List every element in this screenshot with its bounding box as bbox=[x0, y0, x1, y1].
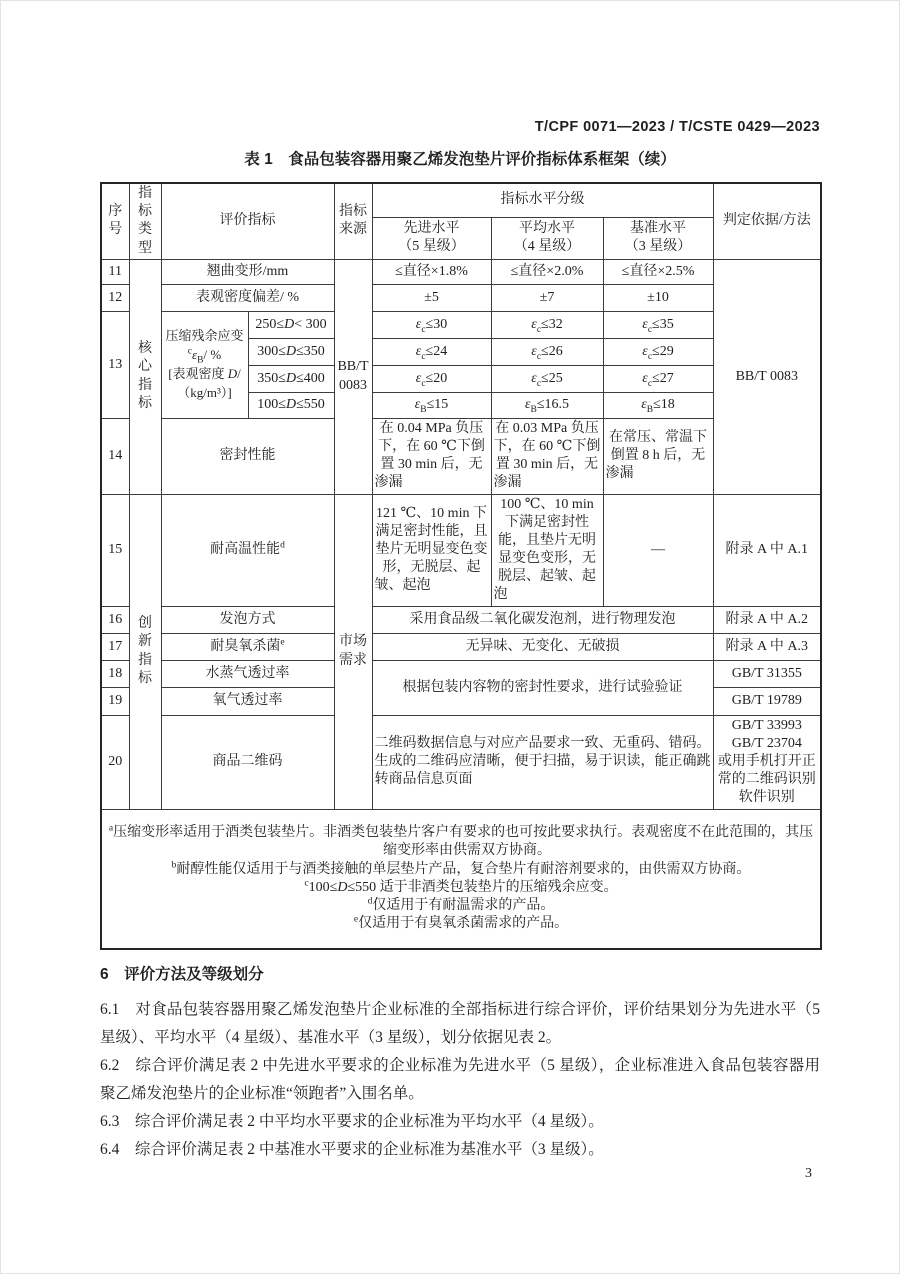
paragraph-6-4: 6.4 综合评价满足表 2 中基准水平要求的企业标准为基准水平（3 星级）。 bbox=[100, 1141, 604, 1159]
col-header-basis: 判定依据/方法 bbox=[713, 183, 821, 259]
basis-cell: 附录 A 中 A.1 bbox=[713, 494, 821, 606]
section-6 bbox=[100, 965, 820, 1164]
indicator-cell: 翘曲变形/mm bbox=[161, 259, 334, 284]
basis-cell: 附录 A 中 A.2 bbox=[713, 606, 821, 633]
baseline-value-cell: — bbox=[603, 494, 713, 606]
col-header-advanced-level: 先进水平 （5 星级） bbox=[372, 217, 491, 259]
indicator-cell: 商品二维码 bbox=[161, 715, 334, 809]
merged-requirement-cell: 根据包装内容物的密封性要求，进行试验验证 bbox=[372, 660, 713, 715]
average-value-cell: ≤直径×2.0% bbox=[491, 259, 603, 284]
footnote-text: 耐醇性能仅适用于与酒类接触的单层垫片产品，复合垫片有耐溶剂要求的，由供需双方协商。 bbox=[176, 861, 751, 877]
indicator-cell: 耐高温性能$^d$ bbox=[161, 494, 334, 606]
standard-number-header: T/CPF 0071—2023 / T/CSTE 0429—2023 bbox=[534, 119, 820, 135]
average-value-cell: ±7 bbox=[491, 284, 603, 311]
indicator-cell: 发泡方式 bbox=[161, 606, 334, 633]
indicator-cell: 氧气透过率 bbox=[161, 687, 334, 715]
footnote-mark: b bbox=[171, 859, 177, 870]
source-cell-core: BB/T 0083 bbox=[334, 259, 372, 494]
indicator-cell-compression-strain: 压缩残余应变 $^c\varepsilon_B/$ % [表观密度 D/ （kg/m³）] bbox=[161, 311, 248, 418]
indicator-cell: 密封性能 bbox=[161, 418, 334, 494]
advanced-value-cell: ±5 bbox=[372, 284, 491, 311]
advanced-value-cell: $\varepsilon_c\le 30$ bbox=[372, 311, 491, 338]
table-row-15 bbox=[101, 494, 821, 606]
average-value-cell: 100 ℃、10 min 下满足密封性能，且垫片无明显变色变形，无脱层、起皱、起泡 bbox=[491, 494, 603, 606]
merged-requirement-cell: 二维码数据信息与对应产品要求一致、无重码、错码。生成的二维码应清晰，便于扫描，易于识读，能正确跳转商品信息页面 bbox=[372, 715, 713, 809]
table-row-20 bbox=[101, 715, 821, 809]
average-value-cell: $\varepsilon_B\le 16.5$ bbox=[491, 392, 603, 418]
advanced-value-cell: $\varepsilon_B\le 15$ bbox=[372, 392, 491, 418]
merged-requirement-cell: 无异味、无变化、无破损 bbox=[372, 633, 713, 660]
section-heading: 6 评价方法及等级划分 bbox=[100, 966, 264, 984]
footnote-mark: e bbox=[353, 914, 359, 925]
advanced-value-cell: $\varepsilon_c\le 24$ bbox=[372, 338, 491, 365]
serial-cell: 16 bbox=[101, 606, 129, 633]
density-range-cell: 100≤D≤550 bbox=[248, 392, 334, 418]
footnote-mark: a bbox=[108, 823, 114, 834]
baseline-value-cell: $\varepsilon_c\le 27$ bbox=[603, 365, 713, 392]
col-header-source: 指标来源 bbox=[334, 183, 372, 259]
col-header-average-level: 平均水平 （4 星级） bbox=[491, 217, 603, 259]
table-row-18 bbox=[101, 660, 821, 687]
footnote-text: 仅适用于有耐温需求的产品。 bbox=[372, 898, 555, 913]
indicator-cell: 水蒸气透过率 bbox=[161, 660, 334, 687]
indicator-type-innovation-cell: 创新指标 bbox=[129, 494, 161, 809]
baseline-value-cell: ≤直径×2.5% bbox=[603, 259, 713, 284]
paragraph-6-3: 6.3 综合评价满足表 2 中平均水平要求的企业标准为平均水平（4 星级）。 bbox=[100, 1113, 604, 1131]
advanced-value-cell: ≤直径×1.8% bbox=[372, 259, 491, 284]
table-header-row-1 bbox=[101, 183, 821, 217]
average-value-cell: $\varepsilon_c\le 32$ bbox=[491, 311, 603, 338]
col-header-level-grading: 指标水平分级 bbox=[372, 183, 713, 217]
table-row-13-sub1 bbox=[101, 311, 821, 338]
density-range-cell: 250≤D< 300 bbox=[248, 311, 334, 338]
density-range-cell: 350≤D≤400 bbox=[248, 365, 334, 392]
serial-cell: 20 bbox=[101, 715, 129, 809]
footnote-c bbox=[104, 879, 818, 897]
baseline-value-cell: $\varepsilon_c\le 29$ bbox=[603, 338, 713, 365]
indicator-cell: 耐臭氧杀菌$^e$ bbox=[161, 633, 334, 660]
basis-cell: GB/T 31355 bbox=[713, 660, 821, 687]
basis-cell: 附录 A 中 A.3 bbox=[713, 633, 821, 660]
serial-cell: 18 bbox=[101, 660, 129, 687]
advanced-value-cell: 在 0.04 MPa 负压下，在 60 ℃下倒置 30 min 后，无渗漏 bbox=[372, 418, 491, 494]
serial-cell: 14 bbox=[101, 418, 129, 494]
serial-cell: 13 bbox=[101, 311, 129, 418]
indicator-type-core-cell: 核心指标 bbox=[129, 259, 161, 494]
serial-cell: 17 bbox=[101, 633, 129, 660]
table-title: 表 1 食品包装容器用聚乙烯发泡垫片评价指标体系框架（续） bbox=[244, 151, 676, 168]
footnotes-cell bbox=[101, 809, 821, 949]
footnote-text: 100≤D≤550 适于非酒类包装垫片的压缩残余应变。 bbox=[308, 879, 618, 895]
evaluation-indicator-table bbox=[100, 182, 822, 950]
page-number: 3 bbox=[805, 1166, 812, 1181]
advanced-value-cell: $\varepsilon_c\le 20$ bbox=[372, 365, 491, 392]
basis-cell-core: BB/T 0083 bbox=[713, 259, 821, 494]
merged-requirement-cell: 采用食品级二氧化碳发泡剂，进行物理发泡 bbox=[372, 606, 713, 633]
col-header-serial: 序号 bbox=[101, 183, 129, 259]
footnote-a bbox=[104, 824, 818, 860]
indicator-cell: 表观密度偏差/ % bbox=[161, 284, 334, 311]
average-value-cell: $\varepsilon_c\le 26$ bbox=[491, 338, 603, 365]
serial-cell: 12 bbox=[101, 284, 129, 311]
footnote-b bbox=[104, 861, 818, 879]
table-row-12 bbox=[101, 284, 821, 311]
average-value-cell: $\varepsilon_c\le 25$ bbox=[491, 365, 603, 392]
footnote-mark: c bbox=[304, 878, 309, 889]
paragraph-6-2: 6.2 综合评价满足表 2 中先进水平要求的企业标准为先进水平（5 星级），企业标准进入食品包装容器用聚乙烯发泡垫片的企业标准“领跑者”入围名单。 bbox=[100, 1057, 820, 1103]
footnote-text: 压缩变形率适用于酒类包装垫片。非酒类包装垫片客户有要求的也可按此要求执行。表观密度不在此范围的，其压缩变形率由供需双方协商。 bbox=[113, 825, 814, 859]
baseline-value-cell: 在常压、常温下倒置 8 h 后，无渗漏 bbox=[603, 418, 713, 494]
table-row-11 bbox=[101, 259, 821, 284]
col-header-type: 指标类型 bbox=[129, 183, 161, 259]
page-content bbox=[100, 0, 820, 1164]
baseline-value-cell: $\varepsilon_c\le 35$ bbox=[603, 311, 713, 338]
serial-cell: 11 bbox=[101, 259, 129, 284]
average-value-cell: 在 0.03 MPa 负压下，在 60 ℃下倒置 30 min 后，无渗漏 bbox=[491, 418, 603, 494]
basis-cell: GB/T 33993 GB/T 23704 或用手机打开正常的二维码识别软件识别 bbox=[713, 715, 821, 809]
footnote-e bbox=[104, 915, 818, 933]
serial-cell: 19 bbox=[101, 687, 129, 715]
baseline-value-cell: ±10 bbox=[603, 284, 713, 311]
footnote-d bbox=[104, 897, 818, 915]
col-header-baseline-level: 基准水平 （3 星级） bbox=[603, 217, 713, 259]
footnote-mark: d bbox=[367, 896, 373, 907]
footnote-text: 仅适用于有臭氧杀菌需求的产品。 bbox=[358, 916, 569, 932]
source-cell-market: 市场需求 bbox=[334, 494, 372, 809]
density-range-cell: 300≤D≤350 bbox=[248, 338, 334, 365]
baseline-value-cell: $\varepsilon_B\le 18$ bbox=[603, 392, 713, 418]
table-footnotes-row bbox=[101, 809, 821, 949]
advanced-value-cell: 121 ℃、10 min 下满足密封性能，且垫片无明显变色变形，无脱层、起皱、起泡 bbox=[372, 494, 491, 606]
basis-cell: GB/T 19789 bbox=[713, 687, 821, 715]
paragraph-6-1: 6.1 对食品包装容器用聚乙烯发泡垫片企业标准的全部指标进行综合评价，评价结果划分为先进水平（5 星级）、平均水平（4 星级）、基准水平（3 星级），划分依据见表 2。 bbox=[100, 1001, 820, 1047]
table-row-14 bbox=[101, 418, 821, 494]
table-row-16 bbox=[101, 606, 821, 633]
serial-cell: 15 bbox=[101, 494, 129, 606]
col-header-indicator: 评价指标 bbox=[161, 183, 334, 259]
table-row-17 bbox=[101, 633, 821, 660]
